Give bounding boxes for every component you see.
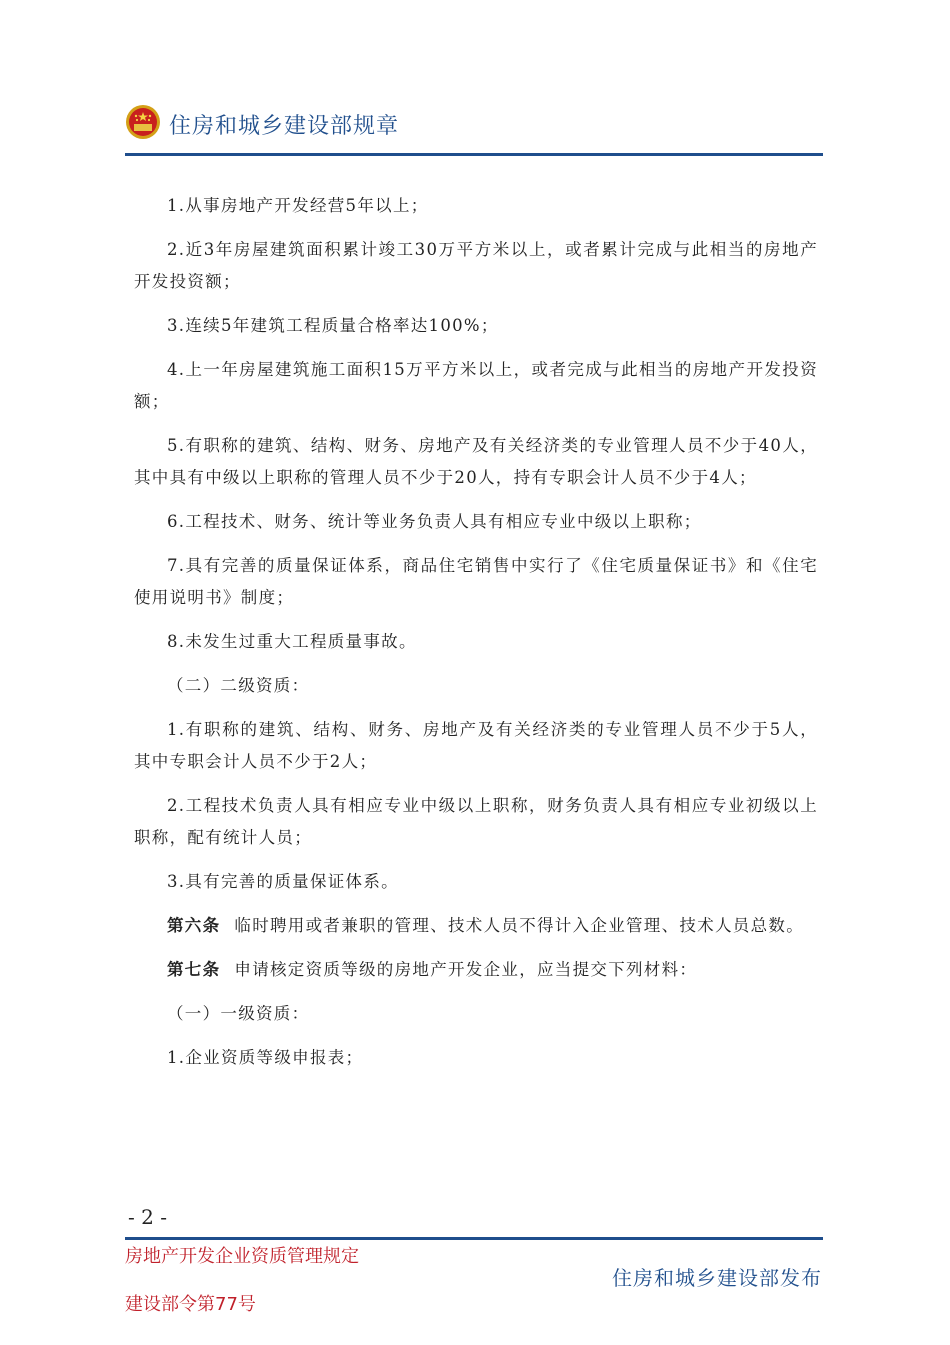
paragraph: 3.具有完善的质量保证体系。: [167, 872, 399, 891]
paragraph: 4.上一年房屋建筑施工面积15万平方米以上，或者完成与此相当的房地产开发投资额；: [134, 360, 818, 411]
article-text: 临时聘用或者兼职的管理、技术人员不得计入企业管理、技术人员总数。: [234, 916, 805, 935]
article-label: 第六条: [167, 916, 221, 935]
article-text: 申请核定资质等级的房地产开发企业，应当提交下列材料：: [234, 960, 698, 979]
article-6: [134, 910, 818, 942]
page-header: [125, 100, 823, 156]
paragraph: 2.工程技术负责人具有相应专业中级以上职称，财务负责人具有相应专业初级以上职称，配有统计人员；: [134, 796, 818, 847]
header-divider: [125, 153, 823, 156]
paragraph: 1.从事房地产开发经营5年以上；: [167, 196, 429, 215]
document-body: [134, 190, 818, 1086]
paragraph: 8.未发生过重大工程质量事故。: [167, 632, 417, 651]
section-heading: （一）一级资质：: [167, 1004, 310, 1023]
footer-doc-info: [125, 1244, 359, 1318]
page-number: - 2 -: [128, 1205, 167, 1229]
paragraph: 3.连续5年建筑工程质量合格率达100%；: [167, 316, 499, 335]
footer-divider: [125, 1237, 823, 1240]
paragraph: 7.具有完善的质量保证体系，商品住宅销售中实行了《住宅质量保证书》和《住宅使用说明书》制度；: [134, 556, 818, 607]
national-emblem-icon: [125, 104, 161, 140]
article-7: [134, 954, 818, 986]
footer-publisher: 住房和城乡建设部发布: [612, 1266, 822, 1290]
paragraph: 1.企业资质等级申报表；: [167, 1048, 364, 1067]
paragraph: 6.工程技术、财务、统计等业务负责人具有相应专业中级以上职称；: [167, 512, 702, 531]
article-label: 第七条: [167, 960, 221, 979]
paragraph: 2.近3年房屋建筑面积累计竣工30万平方米以上，或者累计完成与此相当的房地产开发投资额；: [134, 240, 818, 291]
header-title: 住房和城乡建设部规章: [169, 114, 400, 139]
section-heading: （二）二级资质：: [167, 676, 310, 695]
paragraph: 1.有职称的建筑、结构、财务、房地产及有关经济类的专业管理人员不少于5人，其中专职会计人员不少于2人；: [134, 720, 818, 771]
footer-order-number: 建设部令第77号: [125, 1294, 256, 1315]
footer-doc-title: 房地产开发企业资质管理规定: [125, 1246, 359, 1267]
paragraph: 5.有职称的建筑、结构、财务、房地产及有关经济类的专业管理人员不少于40人，其中具有中级以上职称的管理人员不少于20人，持有专职会计人员不少于4人；: [134, 436, 818, 487]
